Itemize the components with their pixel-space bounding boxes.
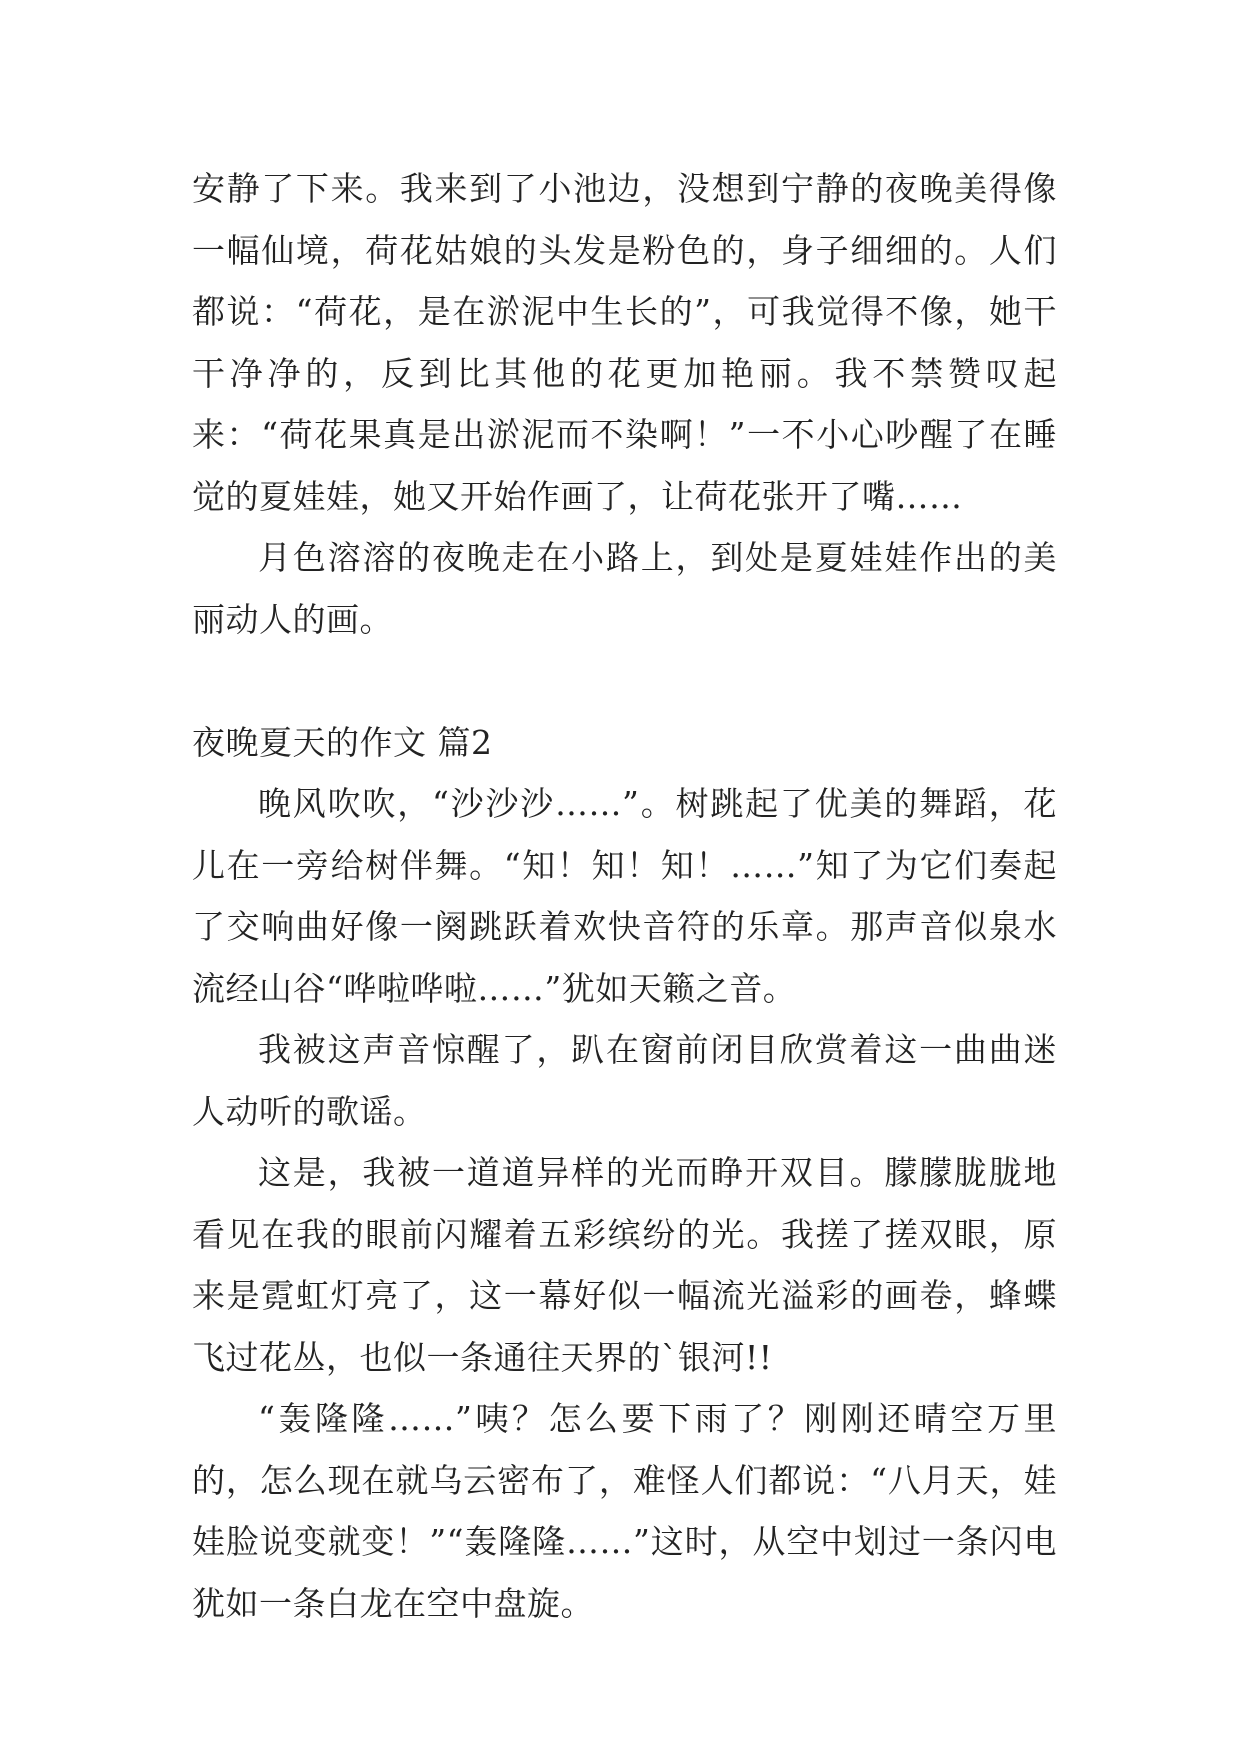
paragraph-neon-lights: 这是，我被一道道异样的光而睁开双目。朦朦胧胧地看见在我的眼前闪耀着五彩缤纷的光。我搓了搓双眼，原来是霓虹灯亮了，这一幕好似一幅流光溢彩的画卷，蜂蝶飞过花丛，也似一条通往天界的`银河!!: [192, 1153, 1057, 1377]
paragraph-continued: 安静了下来。我来到了小池边，没想到宁静的夜晚美得像一幅仙境，荷花姑娘的头发是粉色的，身子细细的。人们都说：“荷花，是在淤泥中生长的”，可我觉得不像，她干干净净的，反到比其他的花更加艳丽。我不禁赞叹起来：“荷花果真是出淤泥而不染啊！”一不小心吵醒了在睡觉的夏娃娃，她又开始作画了，让荷花张开了嘴……: [192, 169, 1057, 516]
paragraph-thunder: “轰隆隆……”咦？怎么要下雨了？刚刚还晴空万里的，怎么现在就乌云密布了，难怪人们都说：“八月天，娃娃脸说变就变！”“轰隆隆……”这时，从空中划过一条闪电犹如一条白龙在空中盘旋。: [192, 1399, 1057, 1623]
paragraph-evening-wind: 晚风吹吹，“沙沙沙……”。树跳起了优美的舞蹈，花儿在一旁给树伴舞。“知！知！知！……”知了为它们奏起了交响曲好像一阕跳跃着欢快音符的乐章。那声音似泉水流经山谷“哗啦哗啦……”犹如天籁之音。: [192, 784, 1057, 1008]
article-body: [192, 158, 1057, 1634]
section-heading: 夜晚夏天的作文 篇2: [192, 722, 493, 762]
paragraph-moonlight: 月色溶溶的夜晚走在小路上，到处是夏娃娃作出的美丽动人的画。: [192, 538, 1057, 639]
paragraph-awakened: 我被这声音惊醒了，趴在窗前闭目欣赏着这一曲曲迷人动听的歌谣。: [192, 1030, 1057, 1131]
section-spacer: [192, 650, 1057, 712]
